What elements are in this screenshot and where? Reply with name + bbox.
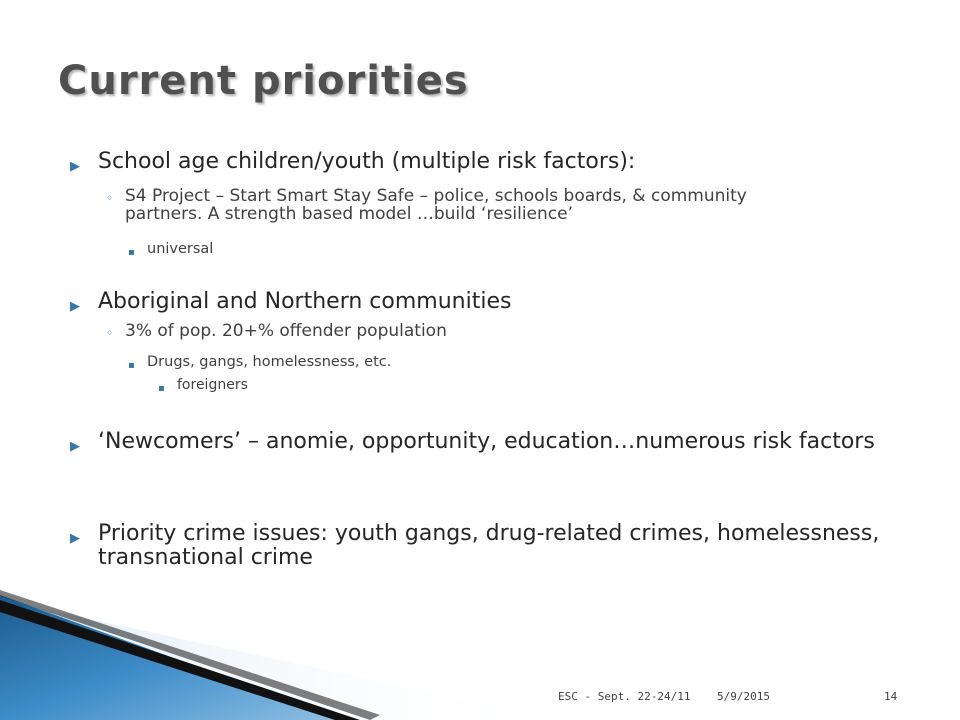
bullet-text: School age children/youth (multiple risk factors):	[98, 149, 636, 174]
square-bullet-icon: ▪	[158, 383, 165, 394]
sub-sub-bullet-drugs	[128, 354, 828, 371]
square-bullet-icon: ▪	[128, 360, 135, 371]
bullet-newcomers	[70, 430, 910, 454]
footer-date: 5/9/2015	[717, 690, 770, 703]
bullet-text: 3% of pop. 20+% offender population	[125, 321, 447, 341]
slide-title: Current priorities	[58, 58, 469, 104]
bullet-text: ‘Newcomers’ – anomie, opportunity, education…numerous risk factors	[98, 429, 875, 454]
bullet-aboriginal	[70, 290, 910, 314]
bullet-text: S4 Project – Start Smart Stay Safe – police, schools boards, & community partners. A strength based model …build ‘resilience’	[125, 186, 747, 224]
arrow-bullet-icon: ▶	[70, 531, 80, 546]
decorative-swoosh	[0, 560, 960, 720]
arrow-bullet-icon: ▶	[70, 159, 80, 174]
sub-sub-bullet-universal	[128, 241, 828, 258]
arrow-bullet-icon: ▶	[70, 439, 80, 454]
circle-bullet-icon: ◦	[106, 326, 114, 340]
footer-event: ESC - Sept. 22-24/11	[558, 690, 691, 703]
bullet-text: Drugs, gangs, homelessness, etc.	[147, 354, 392, 370]
sub-bullet-population	[106, 322, 826, 340]
bullet-text: Priority crime issues: youth gangs, drug-related crimes, homelessness, transnational crime	[98, 521, 880, 570]
bullet-text: Aboriginal and Northern communities	[98, 289, 512, 314]
circle-bullet-icon: ◦	[106, 191, 114, 205]
arrow-bullet-icon: ▶	[70, 299, 80, 314]
bullet-school-age	[70, 150, 910, 174]
page-number: 14	[884, 690, 898, 703]
sub-bullet-s4-project	[106, 187, 826, 223]
bullet-text: foreigners	[177, 377, 248, 393]
square-bullet-icon: ▪	[128, 247, 135, 258]
bullet-text: universal	[147, 241, 214, 257]
sub-sub-sub-bullet-foreigners	[158, 377, 758, 394]
